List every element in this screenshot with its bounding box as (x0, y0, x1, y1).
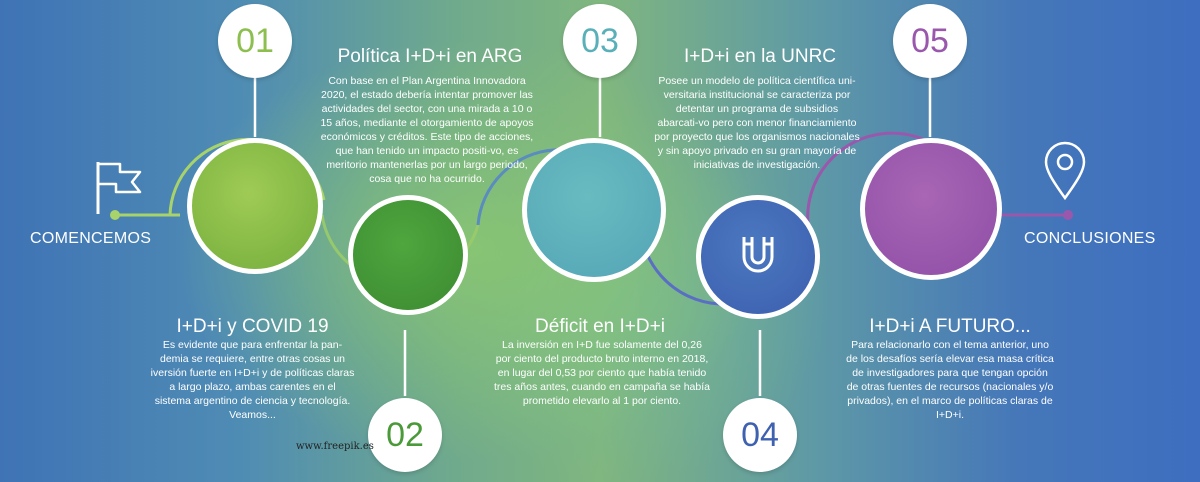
step-title-03: Déficit en I+D+i (535, 316, 665, 337)
step-number-04: 04 (723, 398, 797, 472)
credit-text: www.freepik.es (296, 441, 374, 452)
circle-03 (522, 138, 666, 282)
step-number-01: 01 (218, 4, 292, 78)
circle-02 (348, 195, 468, 315)
step-body-03: La inversión en I+D fue solamente del 0,26 por ciento del producto bruto interno en 2018, en lugar del 0,53 por ciento que había tenido tres años antes, cuando en campaña se había prometido elevarlo al 1 por ciento. (494, 339, 710, 407)
step-title-05: I+D+i A FUTURO... (869, 316, 1031, 337)
step-body-05: Para relacionarlo con el tema anterior, uno de los desafíos sería elevar esa masa crítica de investigadores para que tengan opción de otras fuentes de recursos (nacionales y/o privados), en el marco de políticas claras de I+D+i. (846, 339, 1054, 421)
step-number-03: 03 (563, 4, 637, 78)
circle-04 (696, 195, 820, 319)
end-label: CONCLUSIONES (1024, 230, 1156, 247)
step-body-01: Es evidente que para enfrentar la pan-demia se requiere, entre otras cosas un iversión fuerte en I+D+i y de políticas claras a largo plazo, ambas carentes en el sistema argentino de ciencia y tecnología. Veamos... (150, 339, 355, 421)
step-title-02: Política I+D+i en ARG (337, 46, 523, 67)
flag-icon (90, 158, 146, 216)
magnet-icon (730, 229, 786, 285)
step-number-02: 02 (368, 398, 442, 472)
step-title-04: I+D+i en la UNRC (683, 46, 837, 67)
end-dot (1063, 210, 1073, 220)
step-body-02: Con base en el Plan Argentina Innovadora 2020, el estado debería intentar promover las actividades del sector, con una mirada a 10 o 15 años, mediante el otorgamiento de apoyos económicos y créditos. Este tipo de acciones, que han tenido un impacto positi-vo, es meritorio mantenerlas por un largo periodo, cosa que no ha ocurrido. (320, 75, 534, 185)
location-pin-icon (1040, 140, 1090, 202)
circle-01 (187, 138, 323, 274)
circle-05 (860, 138, 1002, 280)
step-title-01: I+D+i y COVID 19 (176, 316, 329, 337)
start-label: COMENCEMOS (30, 230, 152, 247)
step-body-04: Posee un modelo de política científica uni-versitaria institucional se caracteriza por detentar un programa de subsidios abarcati-vo pero con menor financiamiento por proyecto que los organismos nacionales y sin apoyo privado en su gran mayoría de iniciativas de investigación. (654, 75, 860, 171)
step-number-05: 05 (893, 4, 967, 78)
